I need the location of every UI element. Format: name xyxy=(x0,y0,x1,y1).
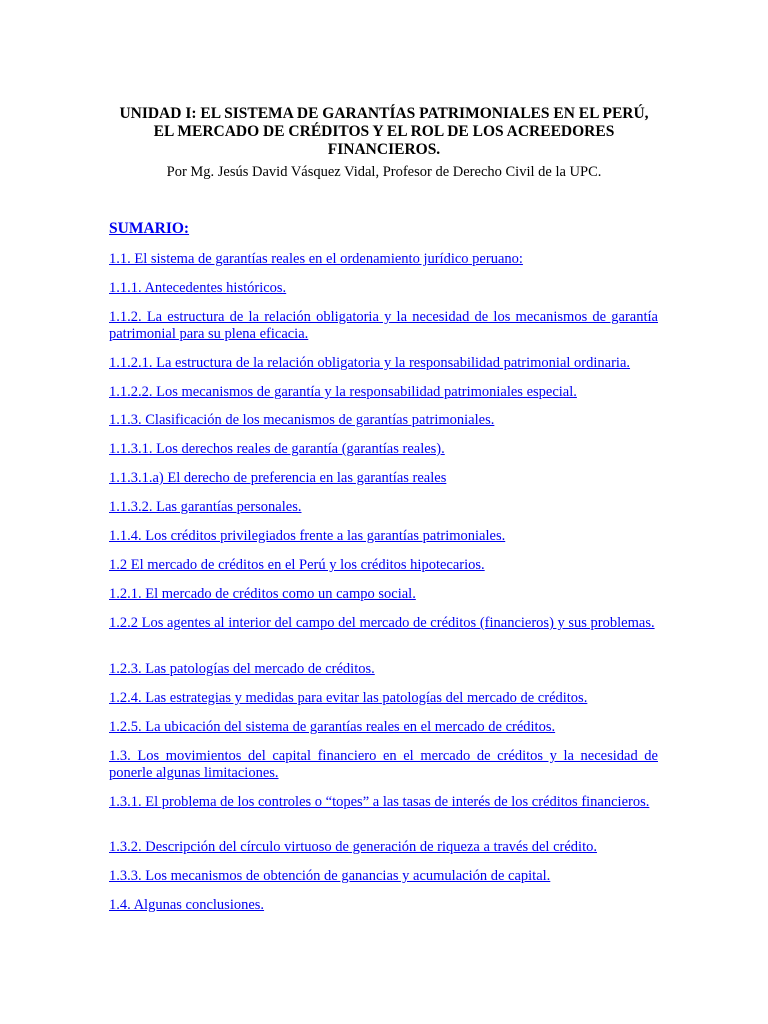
title-line-3: FINANCIEROS. xyxy=(327,141,441,158)
title-line-1: UNIDAD I: EL SISTEMA DE GARANTÍAS PATRIMONIALES EN EL PERÚ, xyxy=(119,105,649,122)
toc-item-1-1-2-1[interactable]: 1.1.2.1. La estructura de la relación obligatoria y la responsabilidad patrimonial ordinaria. xyxy=(109,355,631,371)
toc-item-1-1-3-2[interactable]: 1.1.3.2. Las garantías personales. xyxy=(109,499,302,515)
toc-item-1-1[interactable]: 1.1. El sistema de garantías reales en el ordenamiento jurídico peruano: xyxy=(109,251,523,267)
toc-item-1-2-3[interactable]: 1.2.3. Las patologías del mercado de créditos. xyxy=(109,661,375,677)
document-title xyxy=(100,105,668,159)
toc-item-1-3-2[interactable]: 1.3.2. Descripción del círculo virtuoso de generación de riqueza a través del crédito. xyxy=(109,839,597,855)
document-author: Por Mg. Jesús David Vásquez Vidal, Profesor de Derecho Civil de la UPC. xyxy=(166,164,602,180)
summary-heading[interactable]: SUMARIO: xyxy=(109,220,190,237)
toc-item-1-2-2[interactable]: 1.2.2 Los agentes al interior del campo del mercado de créditos (financieros) y sus problemas. xyxy=(109,615,655,631)
title-line-2: EL MERCADO DE CRÉDITOS Y EL ROL DE LOS ACREEDORES xyxy=(153,123,615,140)
toc-item-1-1-2-2[interactable]: 1.1.2.2. Los mecanismos de garantía y la responsabilidad patrimoniales especial. xyxy=(109,384,577,400)
toc-item-1-3-1[interactable]: 1.3.1. El problema de los controles o “topes” a las tasas de interés de los créditos financieros. xyxy=(109,794,650,810)
toc-item-1-1-2[interactable]: 1.1.2. La estructura de la relación obligatoria y la necesidad de los mecanismos de garantía patrimonial para su plena eficacia. xyxy=(109,309,658,342)
toc-item-1-1-3-1[interactable]: 1.1.3.1. Los derechos reales de garantía (garantías reales). xyxy=(109,441,445,457)
toc-item-1-3-3[interactable]: 1.3.3. Los mecanismos de obtención de ganancias y acumulación de capital. xyxy=(109,868,551,884)
toc-item-1-2[interactable]: 1.2 El mercado de créditos en el Perú y los créditos hipotecarios. xyxy=(109,557,485,573)
title-block xyxy=(100,105,668,181)
toc-item-1-4[interactable]: 1.4. Algunas conclusiones. xyxy=(109,897,265,913)
toc-item-1-1-1[interactable]: 1.1.1. Antecedentes históricos. xyxy=(109,280,287,296)
toc-item-1-1-3-1-a[interactable]: 1.1.3.1.a) El derecho de preferencia en las garantías reales xyxy=(109,470,447,486)
toc-item-1-2-1[interactable]: 1.2.1. El mercado de créditos como un campo social. xyxy=(109,586,416,602)
toc-item-1-3[interactable]: 1.3. Los movimientos del capital financiero en el mercado de créditos y la necesidad de ponerle algunas limitaciones. xyxy=(109,748,658,781)
toc-item-1-2-5[interactable]: 1.2.5. La ubicación del sistema de garantías reales en el mercado de créditos. xyxy=(109,719,556,735)
toc-item-1-1-4[interactable]: 1.1.4. Los créditos privilegiados frente a las garantías patrimoniales. xyxy=(109,528,506,544)
toc-item-1-2-4[interactable]: 1.2.4. Las estrategias y medidas para evitar las patologías del mercado de créditos. xyxy=(109,690,588,706)
toc-item-1-1-3[interactable]: 1.1.3. Clasificación de los mecanismos de garantías patrimoniales. xyxy=(109,412,495,428)
